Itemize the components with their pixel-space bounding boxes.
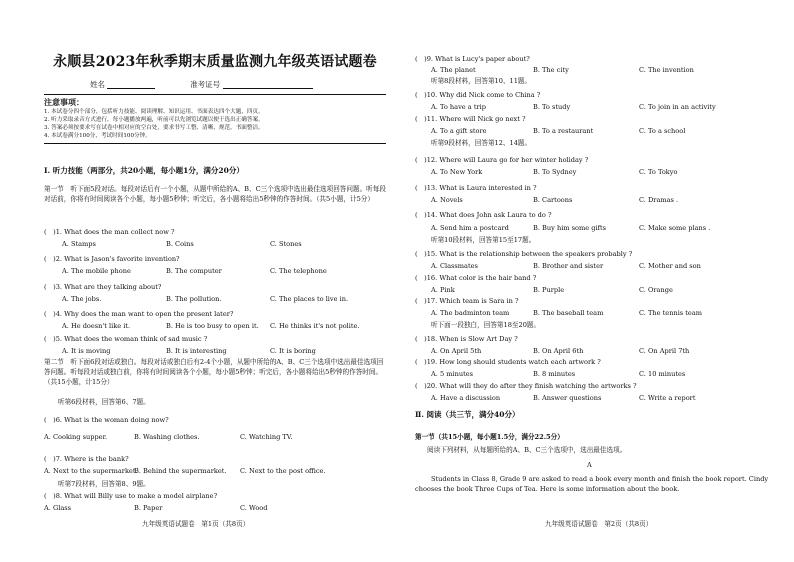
notice-item: 3. 答案必须按要求写在试卷中相对应的空白处，要求书写工整、清晰、规范，书面整洁。 (44, 125, 264, 132)
question-13: ( )13. What is Laura interested in ? (415, 184, 537, 192)
q6-option-b[interactable]: B. Washing clothes. (134, 433, 200, 441)
q4-option-b[interactable]: B. He is too busy to open it. (166, 322, 259, 330)
q13-option-b[interactable]: B. Cartoons (533, 196, 573, 204)
q1-option-c[interactable]: C. Stones (270, 240, 302, 248)
question-8: ( )8. What will Billy use to make a model airplane? (44, 492, 218, 500)
q18-option-c[interactable]: C. On April 7th (639, 347, 690, 355)
q15-option-c[interactable]: C. Mother and son (639, 262, 701, 270)
q17-option-a[interactable]: A. The badminton team (431, 309, 510, 317)
question-16: ( )16. What color is the hair band ? (415, 274, 537, 282)
q8-option-a[interactable]: A. Glass (44, 504, 72, 512)
listen-instruction: 听第6段材料，回答第6、7题。 (58, 398, 150, 406)
q6-option-a[interactable]: A. Cooking supper. (44, 433, 108, 441)
listen-instruction: 听第8段材料，回答第10、11题。 (431, 77, 532, 85)
q5-option-a[interactable]: A. It is moving (62, 347, 111, 355)
question-1: ( )1. What does the man collect now ? (44, 228, 175, 236)
page-footer: 九年级英语试题卷 第2页（共8页） (545, 520, 653, 528)
section1-title: Ⅰ. 听力技能（两部分，共20小题，每小题1分，满分20分） (44, 166, 244, 175)
question-11: ( )11. Where will Nick go next ? (415, 115, 526, 123)
name-blank[interactable] (107, 81, 155, 89)
part2-intro: 第二节 听下面6段对话或独白。每段对话或独白后有2-4个小题，从题中所给的A、B、C三个选项中选出最佳选项回答问题。听每段对话或独白前，你将有时间阅读各个小题，每小题5秒钟；听完后，各小题将给出5秒钟的作答时间。（共15小题，计15分） (44, 358, 384, 387)
q12-option-c[interactable]: C. To Tokyo (639, 168, 678, 176)
q3-option-b[interactable]: B. The pollution. (166, 295, 222, 303)
q10-option-b[interactable]: B. To study (533, 103, 571, 111)
q11-option-b[interactable]: B. To a restaurant (533, 127, 594, 135)
question-5: ( )5. What does the woman think of sad music ? (44, 335, 208, 343)
part1-intro: 第一节 听下面5段对话。每段对话后有一个小题，从题中所给的A、B、C三个选项中选出最佳选项回答问题。听每段对话前，你将有时间阅读各个小题，每小题5秒钟；听完后，各小题将给出5秒钟的作答时间。（共5小题，计5分） (44, 185, 386, 204)
q17-option-b[interactable]: B. The baseball team (533, 309, 604, 317)
question-18: ( )18. When is Slow Art Day ? (415, 335, 518, 343)
question-17: ( )17. Which team is Sara in ? (415, 297, 519, 305)
question-6: ( )6. What is the woman doing now? (44, 416, 169, 424)
exam-title: 永顺县2023年秋季期末质量监测九年级英语试题卷 (53, 54, 377, 70)
q18-option-b[interactable]: B. On April 6th (533, 347, 584, 355)
q14-option-c[interactable]: C. Make some plans . (639, 224, 711, 232)
q3-option-a[interactable]: A. The jobs. (62, 295, 102, 303)
q10-option-a[interactable]: A. To have a trip (431, 103, 486, 111)
passage-label: A (587, 461, 592, 469)
q9-option-b[interactable]: B. The city (533, 66, 569, 74)
reading-instruction: 阅读下列材料，从每题所给的A、B、C三个选项中，选出最佳选项。 (427, 446, 627, 454)
question-20: ( )20. What will they do after they finish watching the artworks ? (415, 382, 637, 390)
q18-option-a[interactable]: A. On April 5th (431, 347, 482, 355)
notice-item: 2. 听力采取录音方式进行，每小题播放两遍，听前可以先浏览试题以便于选出正确答案。 (44, 117, 264, 124)
q11-option-a[interactable]: A. To a gift store (431, 127, 487, 135)
question-10: ( )10. Why did Nick come to China ? (415, 91, 541, 99)
listen-instruction: 听第7段材料，回答第8、9题。 (58, 480, 150, 488)
q8-option-b[interactable]: B. Paper (134, 504, 163, 512)
q15-option-a[interactable]: A. Classmates (431, 262, 478, 270)
q7-option-c[interactable]: C. Next to the post office. (240, 467, 326, 475)
id-label: 准考证号 (190, 80, 221, 89)
q9-option-a[interactable]: A. The planet (431, 66, 476, 74)
q2-option-a[interactable]: A. The mobile phone (62, 267, 131, 275)
q17-option-c[interactable]: C. The tennis team (639, 309, 703, 317)
passage-text: Students in Class 8, Grade 9 are asked to read a book every month and finish the book report. Cindy chooses the book Three Cups of Tea. Here is some information about the book. (415, 475, 769, 494)
q12-option-a[interactable]: A. To New York (431, 168, 483, 176)
id-blank[interactable] (223, 81, 313, 89)
q7-option-b[interactable]: B. Behind the supermarket. (134, 467, 227, 475)
q2-option-c[interactable]: C. The telephone (270, 267, 327, 275)
question-14: ( )14. What does John ask Laura to do ? (415, 211, 552, 219)
notice-item: 4. 本试卷满分100分，考试时间100分钟。 (44, 133, 151, 140)
q16-option-a[interactable]: A. Pink (431, 286, 455, 294)
q15-option-b[interactable]: B. Brother and sister (533, 262, 604, 270)
notice-box (44, 94, 386, 144)
q6-option-c[interactable]: C. Watching TV. (240, 433, 293, 441)
q11-option-c[interactable]: C. To a school (639, 127, 686, 135)
q9-option-c[interactable]: C. The invention (639, 66, 694, 74)
candidate-info-line (90, 80, 313, 89)
listen-instruction: 听第10段材料，回答第15至17题。 (431, 236, 536, 244)
q10-option-c[interactable]: C. To join in an activity (639, 103, 716, 111)
right-page (397, 0, 794, 562)
notice-item: 1. 本试卷分四个部分，包括听力技能、阅读理解、知识运用、书面表达四个大题，四页。 (44, 109, 264, 115)
q16-option-c[interactable]: C. Orange (639, 286, 673, 294)
q20-option-c[interactable]: C. Write a report (639, 394, 696, 402)
question-19: ( )19. How long should students watch each artwork ? (415, 358, 601, 366)
q4-option-a[interactable]: A. He doesn't like it. (62, 322, 131, 330)
notice-heading: 注意事项： (44, 97, 84, 107)
question-15: ( )15. What is the relationship between the speakers probably ? (415, 250, 633, 258)
q7-option-a[interactable]: A. Next to the supermarket. (44, 467, 138, 475)
q13-option-c[interactable]: C. Dramas . (639, 196, 679, 204)
q19-option-a[interactable]: A. 5 minutes (431, 370, 474, 378)
q3-option-c[interactable]: C. The places to live in. (270, 295, 349, 303)
question-12: ( )12. Where will Laura go for her winter holiday ? (415, 156, 589, 164)
q13-option-a[interactable]: A. Novels (431, 196, 463, 204)
listen-instruction: 听下面一段独白，回答第18至20题。 (431, 321, 541, 329)
question-4: ( )4. Why does the man want to open the present later? (44, 310, 234, 318)
reading-part1-title: 第一节（共15小题，每小题1.5分，满分22.5分） (415, 433, 564, 441)
q14-option-b[interactable]: B. Buy him some gifts (533, 224, 607, 232)
question-3: ( )3. What are they talking about? (44, 283, 162, 291)
q14-option-a[interactable]: A. Send him a postcard (431, 224, 509, 232)
q1-option-b[interactable]: B. Coins (166, 240, 194, 248)
q8-option-c[interactable]: C. Wood (240, 504, 268, 512)
q1-option-a[interactable]: A. Stamps (62, 240, 96, 248)
q16-option-b[interactable]: B. Purple (533, 286, 565, 294)
q19-option-b[interactable]: B. 8 minutes (533, 370, 576, 378)
q5-option-c[interactable]: C. It is boring (270, 347, 316, 355)
q19-option-c[interactable]: C. 10 minutes (639, 370, 686, 378)
listen-instruction: 听第9段材料，回答第12、14题。 (431, 139, 532, 147)
question-7: ( )7. Where is the bank? (44, 455, 129, 463)
name-label: 姓名 (90, 80, 105, 89)
q4-option-c[interactable]: C. He thinks it's not polite. (270, 322, 360, 330)
q12-option-b[interactable]: B. To Sydney (533, 168, 577, 176)
question-2: ( )2. What is Jason's favorite invention? (44, 255, 180, 263)
q2-option-b[interactable]: B. The computer (166, 267, 222, 275)
question-9: ( )9. What is Lucy's paper about? (415, 55, 530, 63)
section2-title: Ⅱ. 阅读（共三节，满分40分） (415, 410, 520, 419)
page-footer: 九年级英语试题卷 第1页（共8页） (142, 520, 250, 528)
q5-option-b[interactable]: B. It is interesting (166, 347, 227, 355)
q20-option-b[interactable]: B. Answer questions (533, 394, 602, 402)
q20-option-a[interactable]: A. Have a discussion (431, 394, 501, 402)
